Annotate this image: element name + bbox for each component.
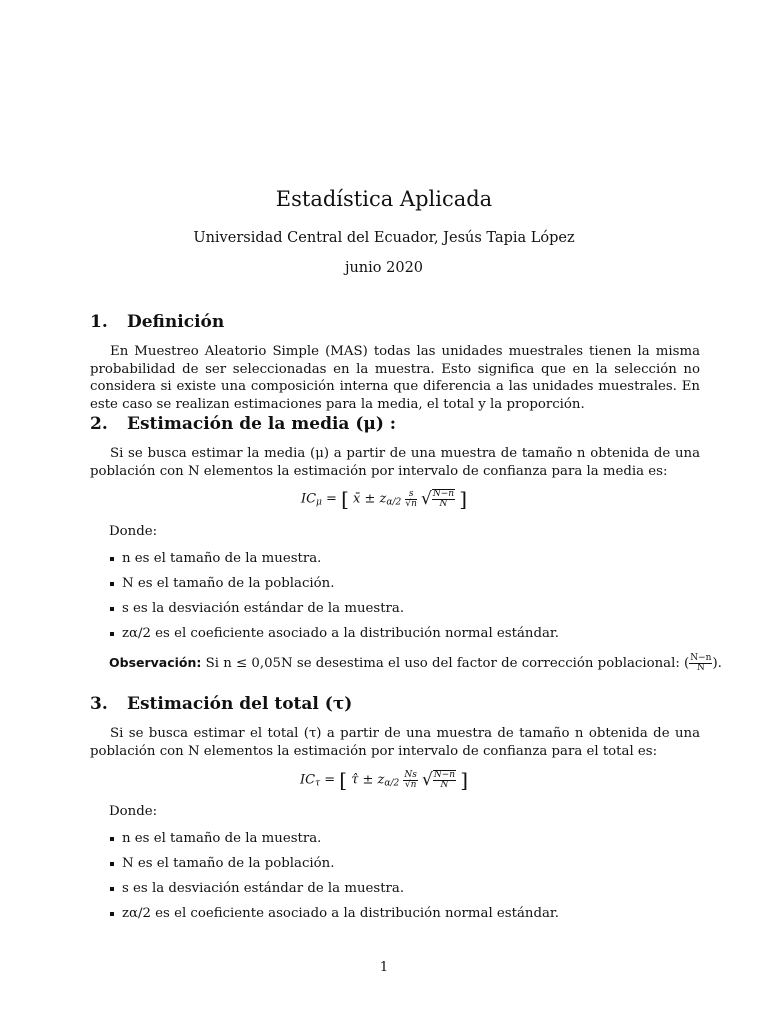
- list-item: zα/2 es el coeficiente asociado a la distribución normal estándar.: [109, 625, 559, 650]
- section-1-number: 1.: [90, 312, 108, 332]
- observation-frac-den: N: [696, 663, 705, 673]
- list-item: s es la desviación estándar de la muestra.: [109, 880, 559, 905]
- formula-frac-den: √n: [405, 498, 417, 509]
- document-title: Estadística Aplicada: [275, 187, 493, 211]
- total-confidence-interval-formula: $IC_\tau$ = [ τ̂ ± $z_{\alpha/2}$ $\frac{Ns}{√n}$ √ $\frac{N-n}{N}$ ]: [299, 768, 469, 792]
- formula-fraction: [403, 771, 418, 790]
- formula-alpha: α/2: [384, 778, 400, 789]
- formula-root-num: N−n: [433, 770, 456, 781]
- section-3-bullet-list: [109, 830, 559, 930]
- observation-fraction: [689, 654, 712, 673]
- formula-root-num: N−n: [432, 489, 455, 500]
- section-3-paragraph: Si se busca estimar el total (τ) a partir de una muestra de tamaño n obtenida de una población con N elementos la estimación por intervalo de confianza para el total es:: [90, 726, 700, 759]
- formula-frac-num: s: [405, 490, 417, 500]
- list-item: N es el tamaño de la población.: [109, 575, 559, 600]
- formula-root-fraction: [433, 770, 456, 790]
- section-2-paragraph: Si se busca estimar la media (μ) a partir de una muestra de tamaño n obtenida de una población con N elementos la estimación por intervalo de confianza para la media es:: [90, 446, 700, 479]
- section-2-bullet-list: [109, 550, 559, 650]
- section-1-title: Definición: [127, 312, 225, 332]
- observation-frac-num: N−n: [690, 653, 712, 663]
- formula-frac-den: √n: [404, 779, 417, 790]
- formula-frac-num: Ns: [404, 769, 417, 780]
- formula-root-fraction: [432, 489, 455, 509]
- list-item: n es el tamaño de la muestra.: [109, 830, 559, 855]
- formula-lhs-sub: μ: [316, 497, 322, 508]
- observation-label: Observación:: [109, 655, 202, 670]
- section-3-donde: Donde:: [109, 804, 158, 819]
- section-2-number: 2.: [90, 414, 108, 434]
- document-authors: Universidad Central del Ecuador, Jesús Tapia López: [193, 230, 575, 246]
- section-3-heading: [90, 693, 352, 715]
- formula-alpha: α/2: [386, 497, 402, 508]
- page-number: 1: [379, 960, 389, 975]
- formula-lhs: IC: [300, 491, 317, 507]
- section-3-number: 3.: [90, 694, 108, 714]
- formula-root-den: N: [439, 499, 448, 510]
- formula-lhs: IC: [299, 772, 316, 788]
- observation: Observación: Si n ≤ 0,05N se desestima el uso del factor de corrección poblacional: ( $\frac{N-n}{N}$ ).: [109, 653, 722, 673]
- formula-root-den: N: [440, 780, 449, 791]
- document-date: junio 2020: [344, 260, 424, 276]
- section-2-donde: Donde:: [109, 524, 158, 539]
- list-item: n es el tamaño de la muestra.: [109, 550, 559, 575]
- mean-confidence-interval-formula: $IC_\mu$ = [ x̄ ± $z_{\alpha/2}$ $\frac{s}{√n}$ √ $\frac{N-n}{N}$ ]: [300, 487, 468, 511]
- formula-body: x̄ ± z: [353, 491, 387, 507]
- section-1-heading: [90, 311, 224, 333]
- list-item: s es la desviación estándar de la muestra.: [109, 600, 559, 625]
- list-item: N es el tamaño de la población.: [109, 855, 559, 880]
- list-item: zα/2 es el coeficiente asociado a la distribución normal estándar.: [109, 905, 559, 930]
- section-2-title: Estimación de la media (μ) :: [127, 414, 397, 434]
- section-3-title: Estimación del total (τ): [127, 694, 353, 714]
- section-1-paragraph: En Muestreo Aleatorio Simple (MAS) todas las unidades muestrales tienen la misma probabilidad de ser seleccionadas en la muestra. Esto significa que en la selección no considera si existe una composición interna que diferencia a las unidades muestrales. En este caso se realizan estimaciones para la media, el total y la proporción.: [90, 344, 700, 412]
- observation-text: Si n ≤ 0,05N se desestima el uso del factor de corrección poblacional:: [205, 656, 680, 671]
- formula-fraction: [405, 490, 417, 509]
- formula-lhs-sub: τ: [315, 778, 321, 789]
- section-2-heading: [90, 413, 396, 435]
- formula-body: τ̂ ± z: [351, 772, 385, 788]
